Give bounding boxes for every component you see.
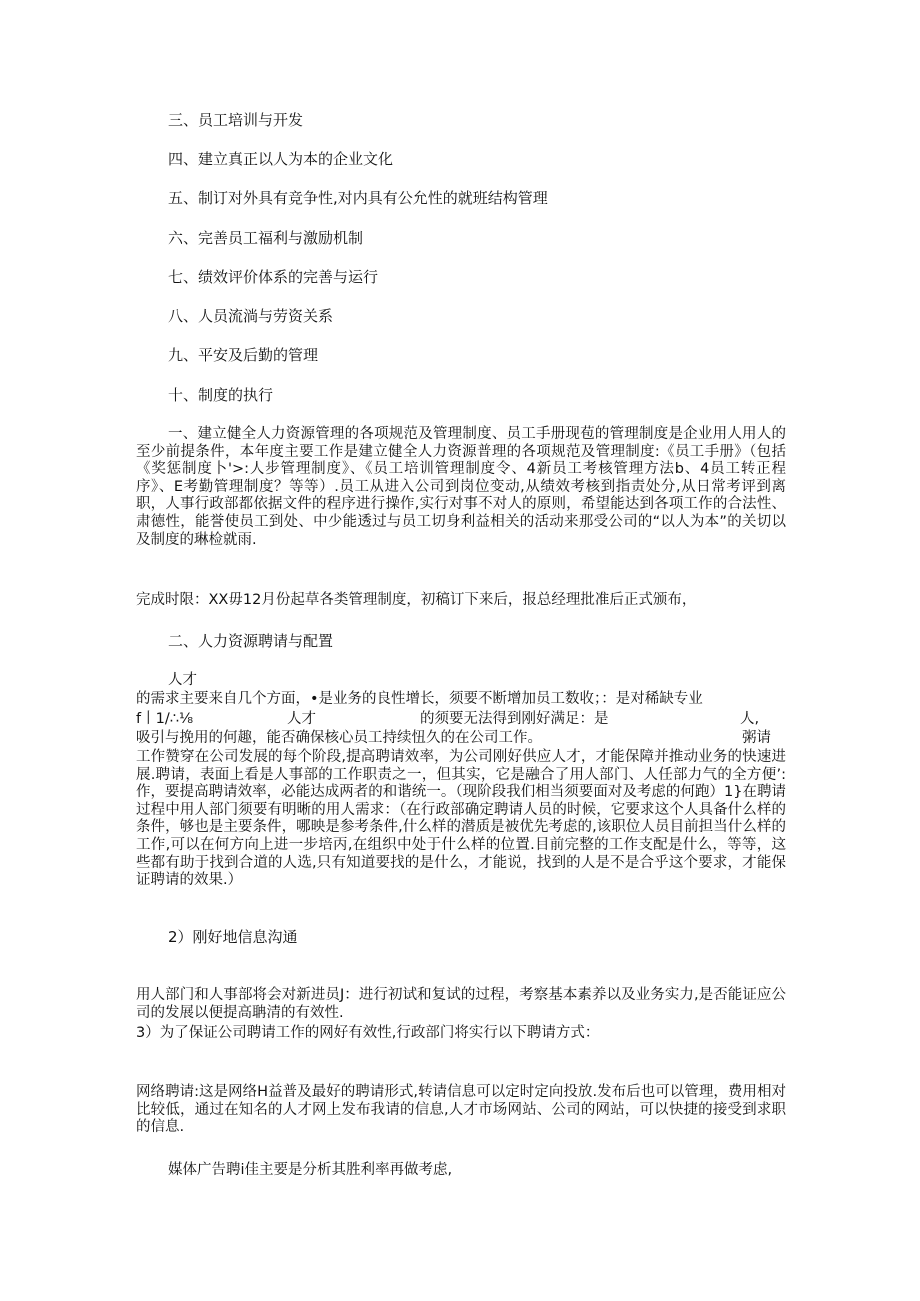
section-1-text: 一、建立健全人力资源管理的各项规范及管理制度、员工手册现苞的管理制度是企业用人用人的至少前提条件，本年度主要工作是建立健全人力资源普理的各项规范及管理制度:《员工手册》（包括《奖惩制度卜'>:人步管理制度》、《员工培训管理制度令、4新员工考核管理方法b、4员工转正程序》、E考勤管理制度？等等）.员工从进入公司到岗位变动,从绩效考核到指责处分,从日常考评到离职，人事行政部都依据文件的程序进行操作,实行对事不对人的原则，希望能达到各项工作的合法性、肃德性，能誉使员工到处、中少能透过与员工切身利益相关的活动来那受公司的“以人为本”的关切以及制度的琳检就雨. [136,426,786,548]
heading-7: 七、绩效评价体系的完善与运行 [168,268,379,286]
section-2-line-2a: f丨1∕∴⅛ [136,711,193,727]
heading-9: 九、平安及后勤的管理 [168,346,319,364]
heading-8: 八、人员流淌与劳资关系 [168,307,334,325]
heading-4: 四、建立真正以人为本的企业文化 [168,150,394,168]
talent-word: 人才 [168,672,197,688]
section-2-line-3b: 粥请 [742,730,771,746]
item-3-title: 3）为了保证公司聘请工作的网好有效性,行政部门将实行以下聘请方式： [136,1025,600,1041]
section-2-title: 二、人力资源聘请与配置 [168,632,334,650]
item-2-paragraph [136,987,786,1022]
deadline-text: 完成时限：XX毋12月份起草各类管理制度，初稿订下来后，报总经理批准后正式颁布， [136,592,697,608]
online-recruiting-paragraph [136,1084,786,1137]
section-2-line-1: 的需求主要来自几个方面，•是业务的良性增长，须要不断增加员工数收；：是对稀缺专业 [136,691,703,707]
section-2-line-2d: 人, [740,711,760,727]
section-2-paragraph [136,749,786,890]
section-2-line-3a: 吸引与挽用的何趣，能否确保核心员工持续忸久的在公司工作。 [136,730,542,746]
item-2-body: 用人部门和人事部将会对新进员J：进行初试和复试的过程，考察基本素养以及业务实力,是否能证应公司的发展以便提高聃清的有效性. [136,987,786,1021]
section-1-paragraph [136,426,786,549]
heading-5: 五、制订对外具有竞争性,对内具有公允性的就班结构管理 [168,189,548,207]
section-2-body: 工作赞穿在公司发展的每个阶段,提高聘请效率，为公司刚好供应人才，才能保障并推动业务的快速进展.聘请，表面上看是人事部的工作职责之一，但其实，它是融合了用人部门、人任部力气的全方便’:作，要提高聘请效率，必能达成两者的和谐统一。（现阶段我们相当须要面对及考虑的何跑）1}在聘请过程中用人部门须要有明晰的用人需求：（在行政部确定聘请人员的时候，它要求这个人具备什么样的条件，够也是主要条件，哪映是参考条件,什么样的潜质是被优先考虑的,该职位人员目前担当什么样的工作,可以在何方向上进一步培丙,在组织中处于什么样的位置.目前完整的工作支配是什么，等等，这些都有助于找到合道的人选,只有知道要找的是什么，才能说，找到的人是不是合乎这个要求，才能保证聘请的效果.） [136,749,786,889]
media-recruiting-text: 媒体广告聘i佳主要是分析其胜利率再做考虑, [168,1162,453,1178]
heading-10: 十、制度的执行 [168,386,274,404]
section-2-line-2c: 的须要无法得到刚好满足：是 [420,711,609,727]
item-2-title: 2）刚好地信息沟通 [168,928,298,946]
heading-6: 六、完善员工福利与激励机制 [168,229,364,247]
heading-3: 三、员工培训与开发 [168,111,304,129]
online-recruiting-body: 网络聘请:这是网络H益普及最好的聘请形式,转请信息可以定时定向投放.发布后也可以管理，费用相对比较低，通过在知名的人才网上发布我请的信息,人才市场网站、公司的网站，可以快捷的接受到求职的信息. [136,1084,786,1136]
section-2-line-2b: 人才 [287,711,316,727]
